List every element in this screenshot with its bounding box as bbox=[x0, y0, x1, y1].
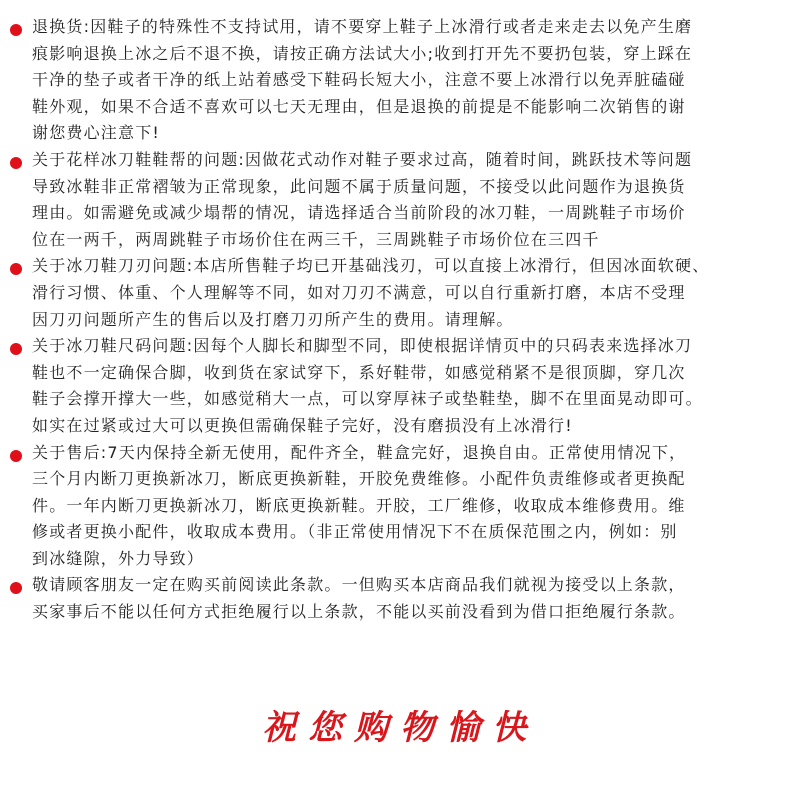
notice-line: 买家事后不能以任何方式拒绝履行以上条款，不能以买前没看到为借口拒绝履行条款。 bbox=[32, 602, 686, 622]
red-dot-icon bbox=[10, 157, 22, 169]
notice-line: 如实在过紧或过大可以更换但需确保鞋子完好，没有磨损没有上冰滑行! bbox=[32, 415, 573, 435]
notice-line: 鞋外观，如果不合适不喜欢可以七天无理由，但是退换的前提是不能影响二次销售的谢 bbox=[32, 96, 686, 116]
red-dot-icon bbox=[10, 263, 22, 275]
notice-line: 理由。如需避免或减少塌帮的情况，请选择适合当前阶段的冰刀鞋，一周跳鞋子市场价 bbox=[32, 203, 686, 223]
notice-line: 鞋子会撑开撑大一些，如感觉稍大一点，可以穿厚袜子或垫鞋垫，脚不在里面晃动即可。 bbox=[32, 389, 703, 409]
notice-line: 关于花样冰刀鞋鞋帮的问题:因做花式动作对鞋子要求过高，随着时间，跳跃技术等问题 bbox=[32, 149, 693, 169]
notice-return-policy bbox=[10, 14, 792, 147]
red-dot-icon bbox=[10, 24, 22, 36]
notice-line: 关于售后:7天内保持全新无使用，配件齐全，鞋盒完好，退换自由。正常使用情况下， bbox=[32, 442, 687, 462]
notice-line: 鞋也不一定确保合脚，收到货在家试穿下，系好鞋带，如感觉稍紧不是很顶脚，穿几次 bbox=[32, 362, 686, 382]
notice-after-sales bbox=[10, 440, 792, 573]
notice-boot-upper bbox=[10, 147, 792, 253]
notice-line: 到冰缝隙，外力导致） bbox=[32, 548, 205, 568]
notice-blade-edge bbox=[10, 253, 792, 333]
notice-line: 谢您费心注意下! bbox=[32, 123, 161, 143]
notice-line: 干净的垫子或者干净的纸上站着感受下鞋码长短大小，注意不要上冰滑行以免弄脏磕碰 bbox=[32, 70, 686, 90]
notice-line: 修或者更换小配件，收取成本费用。（非正常使用情况下不在质保范围之内，例如：别 bbox=[32, 522, 678, 542]
notice-list bbox=[10, 14, 792, 626]
notice-line: 三个月内断刀更换新冰刀，断底更换新鞋，开胶免费维修。小配件负责维修或者更换配 bbox=[32, 469, 686, 489]
notice-line: 件。一年内断刀更换新冰刀，断底更换新鞋。开胶，工厂维修，收取成本维修费用。维 bbox=[32, 495, 686, 515]
red-dot-icon bbox=[10, 450, 22, 462]
notice-line: 位在一两千，两周跳鞋子市场价住在两三千，三周跳鞋子市场价位在三四千 bbox=[32, 229, 600, 249]
red-dot-icon bbox=[10, 343, 22, 355]
notice-line: 导致冰鞋非正常褶皱为正常现象，此问题不属于质量问题，不接受以此问题作为退换货 bbox=[32, 176, 686, 196]
notice-line: 滑行习惯、体重、个人理解等不同，如对刀刃不满意，可以自行重新打磨，本店不受理 bbox=[32, 282, 686, 302]
notice-line: 因刀刃问题所产生的售后以及打磨刀刃所产生的费用。请理解。 bbox=[32, 309, 514, 329]
red-dot-icon bbox=[10, 582, 22, 594]
notice-line: 痕影响退换上冰之后不退不换，请按正确方法试大小;收到打开先不要扔包装，穿上踩在 bbox=[32, 43, 693, 63]
closing-greeting: 祝您购物愉快 bbox=[262, 708, 538, 748]
notice-boot-size bbox=[10, 333, 792, 439]
notice-terms-acceptance bbox=[10, 572, 792, 625]
notice-line: 敬请顾客朋友一定在购买前阅读此条款。一但购买本店商品我们就视为接受以上条款， bbox=[32, 575, 686, 595]
notice-line: 关于冰刀鞋刀刃问题:本店所售鞋子均已开基础浅刃，可以直接上冰滑行，但因冰面软硬、 bbox=[32, 256, 710, 276]
notice-line: 关于冰刀鞋尺码问题:因每个人脚长和脚型不同，即使根据详情页中的只码表来选择冰刀 bbox=[32, 336, 693, 356]
notice-line: 退换货:因鞋子的特殊性不支持试用，请不要穿上鞋子上冰滑行或者走来走去以免产生磨 bbox=[32, 17, 693, 36]
